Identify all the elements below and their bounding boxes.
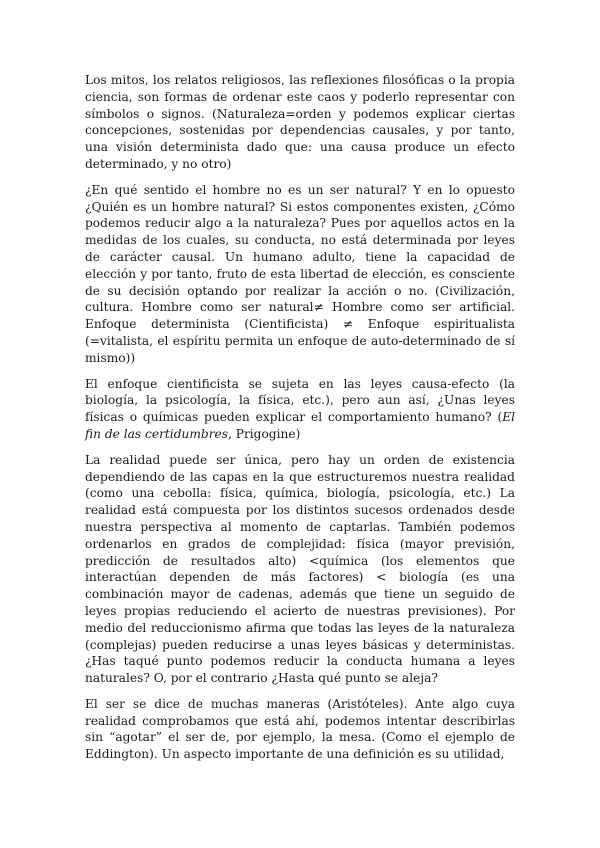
paragraph-ser: El ser se dice de muchas maneras (Aristóteles). Ante algo cuya realidad comprobamos que está ahí, podemos intentar describirlas sin “agotar” el ser de, por ejemplo, la mesa. (Como el ejemplo de Eddington). Un aspecto importante de una definición es su utilidad, [85, 696, 515, 762]
document-page [85, 72, 515, 772]
paragraph-mitos: Los mitos, los relatos religiosos, las reflexiones filosóficas o la propia ciencia, son formas de ordenar este caos y poderlo representar con símbolos o signos. (Naturaleza=orden y podemos explicar ciertas concepciones, sostenidas por dependencias causales, y por tanto, una visión determinista dado que: una causa produce un efecto determinado, y no otro) [85, 73, 515, 171]
paragraph-enfoque-cientificista [85, 376, 515, 443]
paragraph-text-start: El enfoque cientificista se sujeta en las leyes causa-efecto (la biología, la psicología, la física, etc.), pero aun así, ¿Unas leyes físicas o químicas pueden explicar el comportamiento humano? ( [85, 376, 515, 425]
book-title-italic: El fin de las certidumbres [85, 410, 515, 441]
paragraph-realidad: La realidad puede ser única, pero hay un orden de existencia dependiendo de las capas en la que estructuremos nuestra realidad (como una cebolla: física, química, biología, psicología, etc.) La realidad está compuesta por los distintos sucesos ordenados desde nuestra perspectiva al momento de captarlas. También podemos ordenarlos en grados de complejidad: física (mayor previsión, predicción de resultados alto) <química (los elementos que interactúan dependen de más factores) < biología (es una combinación mayor de cadenas, además que tiene un seguido de leyes propias reduciendo el acierto de nuestras previsiones). Por medio del reduccionismo afirma que todas las leyes de la naturaleza (complejas) pueden reducirse a unas leyes básicas y deterministas. ¿Has taqué punto podemos reducir la conducta humana a leyes naturales? O, por el contrario ¿Hasta qué punto se aleja? [85, 452, 515, 686]
paragraph-hombre-natural: ¿En qué sentido el hombre no es un ser natural? Y en lo opuesto ¿Quién es un hombre natural? Si estos componentes existen, ¿Cómo podemos reducir algo a la naturaleza? Pues por aquellos actos en la medidas de los cuales, su conducta, no está determinada por leyes de carácter causal. Un humano adulto, tiene la capacidad de elección y por tanto, fruto de esta libertad de elección, es consciente de su decisión optando por realizar la acción o no. (Civilización, cultura. Hombre como ser natural≠ Hombre como ser artificial. Enfoque determinista (Cientificista) ≠ Enfoque espiritualista (=vitalista, el espíritu permita un enfoque de auto-determinado de sí mismo)) [85, 182, 515, 365]
paragraph-text-end: , Prigogine) [228, 426, 301, 441]
